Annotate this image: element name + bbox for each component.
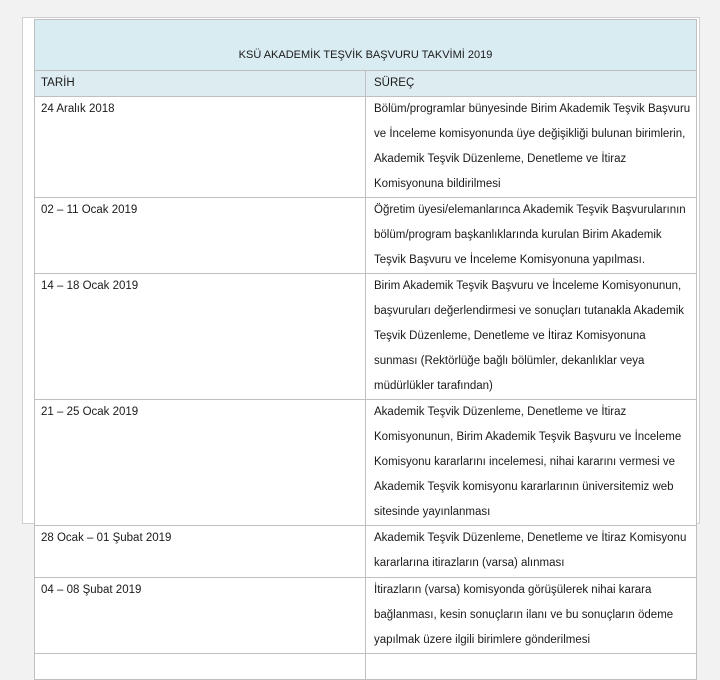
process-cell: Öğretim üyesi/elemanlarınca Akademik Teşvik Başvurularının bölüm/program başkanlıklarında kurulan Birim Akademik Teşvik Başvuru ve İnceleme Komisyonuna yapılması. bbox=[366, 198, 697, 274]
table-title: KSÜ AKADEMİK TEŞVİK BAŞVURU TAKVİMİ 2019 bbox=[238, 49, 493, 61]
empty-cell bbox=[366, 654, 697, 680]
table-row bbox=[35, 97, 697, 198]
table-row bbox=[35, 400, 697, 526]
table-row bbox=[35, 578, 697, 654]
process-cell: Birim Akademik Teşvik Başvuru ve İnceleme Komisyonunun, başvuruları değerlendirmesi ve sonuçları tutanakla Akademik Teşvik Düzenleme, Denetleme ve İtiraz Komisyonuna sunması (Rektörlüğe bağlı bölümler, dekanlıklar veya müdürlükler tarafından) bbox=[366, 274, 697, 400]
title-cell bbox=[35, 20, 697, 71]
column-header-date: TARİH bbox=[35, 71, 366, 97]
table-row bbox=[35, 274, 697, 400]
table-row bbox=[35, 526, 697, 578]
date-cell: 28 Ocak – 01 Şubat 2019 bbox=[35, 526, 366, 578]
process-cell: Bölüm/programlar bünyesinde Birim Akademik Teşvik Başvuru ve İnceleme komisyonunda üye değişikliği bulunan birimlerin, Akademik Teşvik Düzenleme, Denetleme ve İtiraz Komisyonuna bildirilmesi bbox=[366, 97, 697, 198]
process-cell: İtirazların (varsa) komisyonda görüşülerek nihai karara bağlanması, kesin sonuçların ilanı ve bu sonuçların ödeme yapılmak üzere ilgili birimlere gönderilmesi bbox=[366, 578, 697, 654]
date-cell: 14 – 18 Ocak 2019 bbox=[35, 274, 366, 400]
header-row bbox=[35, 71, 697, 97]
empty-cell bbox=[35, 654, 366, 680]
process-cell: Akademik Teşvik Düzenleme, Denetleme ve İtiraz Komisyonunun, Birim Akademik Teşvik Başvuru ve İnceleme Komisyonu kararlarını incelemesi, nihai kararını vermesi ve Akademik Teşvik komisyonu kararlarının üniversitemiz web sitesinde yayınlanması bbox=[366, 400, 697, 526]
date-cell: 04 – 08 Şubat 2019 bbox=[35, 578, 366, 654]
date-cell: 02 – 11 Ocak 2019 bbox=[35, 198, 366, 274]
date-cell: 24 Aralık 2018 bbox=[35, 97, 366, 198]
column-header-process: SÜREÇ bbox=[366, 71, 697, 97]
title-row bbox=[35, 20, 697, 71]
date-cell: 21 – 25 Ocak 2019 bbox=[35, 400, 366, 526]
empty-row bbox=[35, 654, 697, 680]
process-cell: Akademik Teşvik Düzenleme, Denetleme ve İtiraz Komisyonu kararlarına itirazların (varsa) alınması bbox=[366, 526, 697, 578]
table-row bbox=[35, 198, 697, 274]
schedule-table bbox=[34, 19, 697, 680]
